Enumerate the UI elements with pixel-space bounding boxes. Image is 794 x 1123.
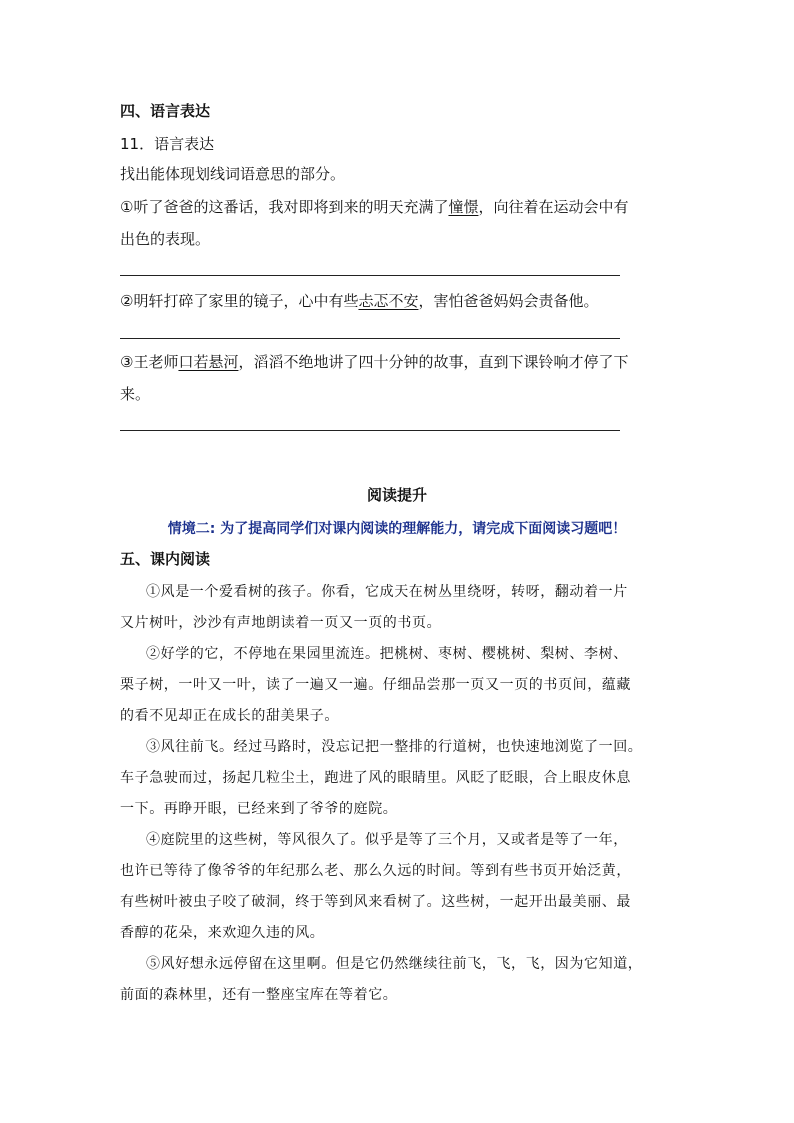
- passage-line: ①风是一个爱看树的孩子。你看，它成天在树丛里绕呀，转呀，翻动着一片: [146, 584, 628, 600]
- item-1-line-2: 出色的表现。: [120, 230, 211, 248]
- item-2-line-1: [120, 290, 598, 311]
- passage-line: 的看不见却正在成长的甜美果子。: [120, 708, 339, 724]
- passage-line: 有些树叶被虫子咬了破洞，终于等到风来看树了。这些树，一起开出最美丽、最: [120, 894, 631, 910]
- answer-line-3[interactable]: [120, 430, 620, 431]
- passage-line: 栗子树，一叶又一叶，读了一遍又一遍。仔细品尝那一页又一页的书页间，蕴藏: [120, 677, 631, 693]
- item-3-line-2: 来。: [120, 385, 151, 403]
- item-3-line-1: [120, 351, 628, 372]
- passage-line: 一下。再睁开眼，已经来到了爷爷的庭院。: [120, 801, 398, 817]
- item-1-underlined-word: 憧憬: [448, 198, 479, 216]
- question-label: 11．语言表达: [120, 135, 215, 153]
- section-heading-reading: 五、课内阅读: [120, 550, 211, 568]
- passage-line: ②好学的它，不停地在果园里流连。把桃树、枣树、樱桃树、梨树、李树、: [146, 646, 628, 662]
- item-3-underlined-word: 口若悬河: [178, 353, 239, 371]
- item-2-underlined-word: 忐忑不安: [358, 292, 419, 310]
- reading-title: 阅读提升: [366, 486, 427, 504]
- item-1-text-before: ①听了爸爸的这番话，我对即将到来的明天充满了: [120, 198, 449, 216]
- item-2-text-after: ，害怕爸爸妈妈会责备他。: [418, 292, 599, 310]
- passage-line: 也许已等待了像爷爷的年纪那么老、那么久远的时间。等到有些书页开始泛黄，: [120, 863, 631, 879]
- passage-line: 车子急驶而过，扬起几粒尘土，跑进了风的眼睛里。风眨了眨眼，合上眼皮休息: [120, 770, 631, 786]
- passage-line: 前面的森林里，还有一整座宝库在等着它。: [120, 987, 398, 1003]
- item-1-text-after: ，向往着在运动会中有: [478, 198, 629, 216]
- passage-line: 香醇的花朵，来欢迎久违的风。: [120, 925, 325, 941]
- answer-line-1[interactable]: [120, 275, 620, 276]
- passage-line: ④庭院里的这些树，等风很久了。似乎是等了三个月，又或者是等了一年，: [146, 832, 628, 848]
- item-2-text-before: ②明轩打碎了家里的镜子，心中有些: [120, 292, 359, 310]
- passage-line: ③风往前飞。经过马路时，没忘记把一整排的行道树，也快速地浏览了一回。: [146, 739, 643, 755]
- passage-line: 又片树叶，沙沙有声地朗读着一页又一页的书页。: [120, 615, 442, 631]
- context-instruction: 情境二: 为了提高同学们对课内阅读的理解能力，请完成下面阅读习题吧！: [167, 521, 627, 537]
- answer-line-2[interactable]: [120, 338, 620, 339]
- passage-line: ⑤风好想永远停留在这里啊。但是它仍然继续往前飞，飞，飞，因为它知道，: [146, 956, 643, 972]
- item-3-text-before: ③王老师: [120, 353, 179, 371]
- item-3-text-after: ，滔滔不绝地讲了四十分钟的故事，直到下课铃响才停了下: [238, 353, 629, 371]
- section-heading-language: 四、语言表达: [120, 102, 211, 120]
- question-instruction: 找出能体现划线词语意思的部分。: [120, 165, 346, 183]
- item-1-line-1: [120, 196, 628, 217]
